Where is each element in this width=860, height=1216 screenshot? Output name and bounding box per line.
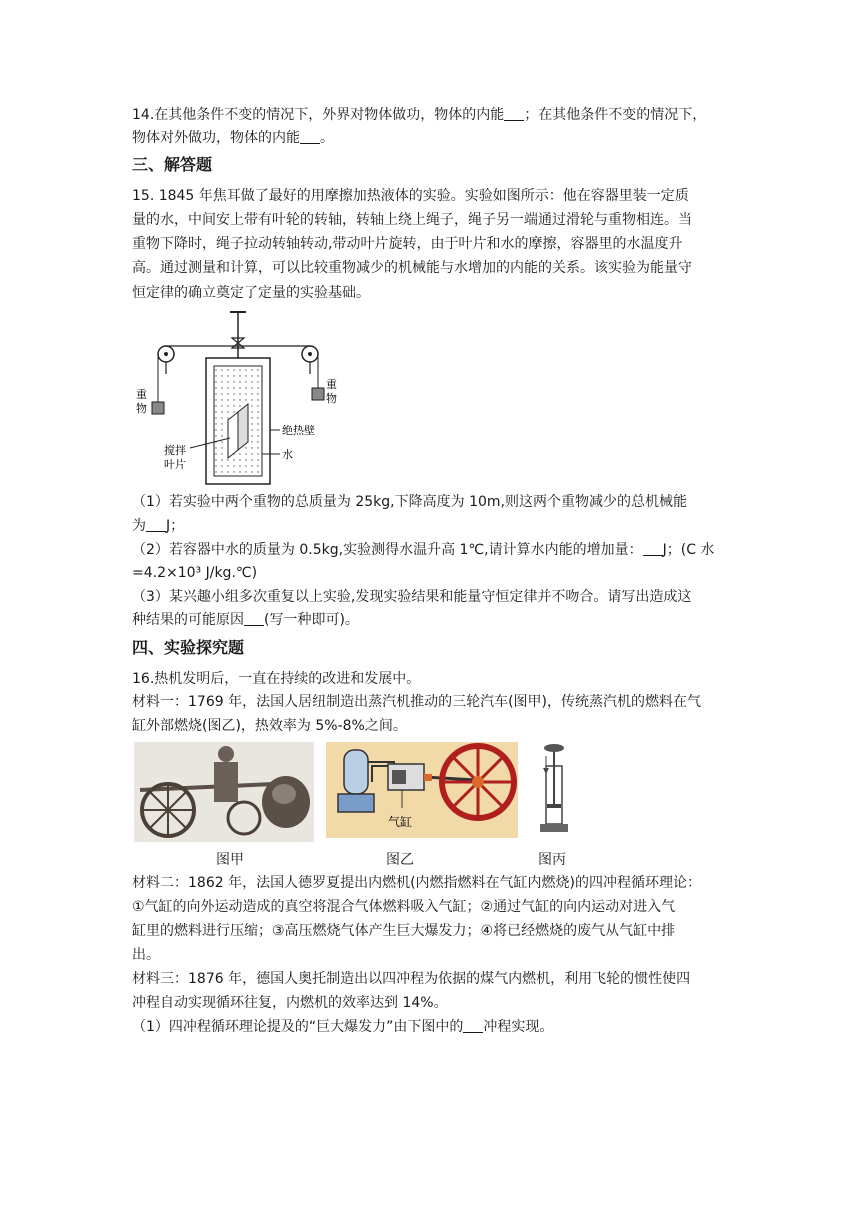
- q16-line: 16.热机发明后，一直在持续的改进和发展中。: [132, 671, 421, 687]
- section-title: 三、解答题: [132, 155, 213, 174]
- label-weight-left-1: 重: [136, 388, 147, 401]
- q15-line: 重物下降时，绳子拉动转轴转动,带动叶片旋转，由于叶片和水的摩擦，容器里的水温度升: [132, 236, 683, 252]
- answer-blank[interactable]: [244, 611, 264, 626]
- label-cylinder: 气缸: [388, 815, 413, 829]
- weight-left: [152, 402, 164, 414]
- q16-material2-cont: 出。: [132, 947, 160, 963]
- q16-material1: 材料一：1769 年，法国人居纽制造出蒸汽机推动的三轮汽车(图甲)，传统蒸汽机的燃料在气: [132, 694, 702, 710]
- answer-blank[interactable]: [146, 517, 166, 532]
- q15-line: 恒定律的确立奠定了定量的实验基础。: [132, 285, 370, 301]
- q15-line: 15. 1845 年焦耳做了最好的用摩擦加热液体的实验。实验如图所示：他在容器里装一定质: [132, 188, 689, 204]
- q15-sub1-cont: 为 J；: [132, 518, 185, 534]
- section-title: 四、实验探究题: [132, 638, 245, 657]
- figure-label-jia: 图甲: [216, 852, 244, 868]
- steam-engine-image: [326, 742, 518, 838]
- weight-right: [312, 388, 324, 400]
- label-weight-right-1: 重: [326, 378, 337, 391]
- figure-label-yi: 图乙: [386, 852, 414, 868]
- answer-blank[interactable]: [463, 1018, 483, 1033]
- q16-material2-cont: 缸里的燃料进行压缩；③高压燃烧气体产生巨大爆发力；④将已经燃烧的废气从气缸中排: [132, 923, 676, 939]
- steam-tricycle-image: [134, 742, 314, 842]
- q14-line2: 物体对外做功，物体的内能 。: [132, 130, 334, 146]
- q16-material3-cont: 冲程自动实现循环往复，内燃机的效率达到 14%。: [132, 995, 448, 1011]
- q15-sub2-cont: =4.2×10³ J/kg.℃): [132, 565, 258, 581]
- q15-sub3: （3）某兴趣小组多次重复以上实验,发现实验结果和能量守恒定律并不吻合。请写出造成这: [132, 589, 692, 605]
- answer-blank[interactable]: [643, 541, 663, 556]
- label-water: 水: [282, 448, 293, 461]
- q16-material1-cont: 缸外部燃烧(图乙)，热效率为 5%-8%之间。: [132, 718, 407, 734]
- label-weight-left-2: 物: [136, 402, 147, 415]
- q15-sub2: （2）若容器中水的质量为 0.5kg,实验测得水温升高 1℃,请计算水内能的增加量： J；(C 水: [132, 542, 715, 558]
- q14-line1: 14.在其他条件不变的情况下，外界对物体做功，物体的内能 ；在其他条件不变的情况下，: [132, 107, 707, 123]
- joule-apparatus-diagram: [130, 308, 350, 488]
- piston-apparatus-image: [536, 742, 572, 838]
- q15-sub1: （1）若实验中两个重物的总质量为 25kg,下降高度为 10m,则这两个重物减少的总机械能: [132, 494, 687, 510]
- answer-blank[interactable]: [300, 129, 320, 144]
- figure-label-bing: 图丙: [538, 852, 566, 868]
- label-weight-right-2: 物: [326, 392, 337, 405]
- label-paddle-1: 搅拌: [164, 444, 186, 457]
- label-insulation: 绝热壁: [282, 424, 315, 437]
- q16-material2: 材料二：1862 年，法国人德罗夏提出内燃机(内燃指燃料在气缸内燃烧)的四冲程循环理论：: [132, 875, 702, 891]
- q15-line: 量的水，中间安上带有叶轮的转轴，转轴上绕上绳子，绳子另一端通过滑轮与重物相连。当: [132, 212, 692, 228]
- paddle-blade: [228, 412, 238, 458]
- q16-material3: 材料三：1876 年，德国人奥托制造出以四冲程为依据的煤气内燃机，利用飞轮的惯性使四: [132, 971, 691, 987]
- q15-sub3-cont: 种结果的可能原因 (写一种即可)。: [132, 612, 359, 628]
- answer-blank[interactable]: [504, 106, 524, 121]
- q16-sub1: （1）四冲程循环理论提及的“巨大爆发力”由下图中的 冲程实现。: [132, 1019, 554, 1035]
- q15-line: 高。通过测量和计算，可以比较重物减少的机械能与水增加的内能的关系。该实验为能量守: [132, 260, 692, 276]
- q16-material2-cont: ①气缸的向外运动造成的真空将混合气体燃料吸入气缸；②通过气缸的向内运动对进入气: [132, 899, 676, 915]
- label-paddle-2: 叶片: [164, 458, 186, 471]
